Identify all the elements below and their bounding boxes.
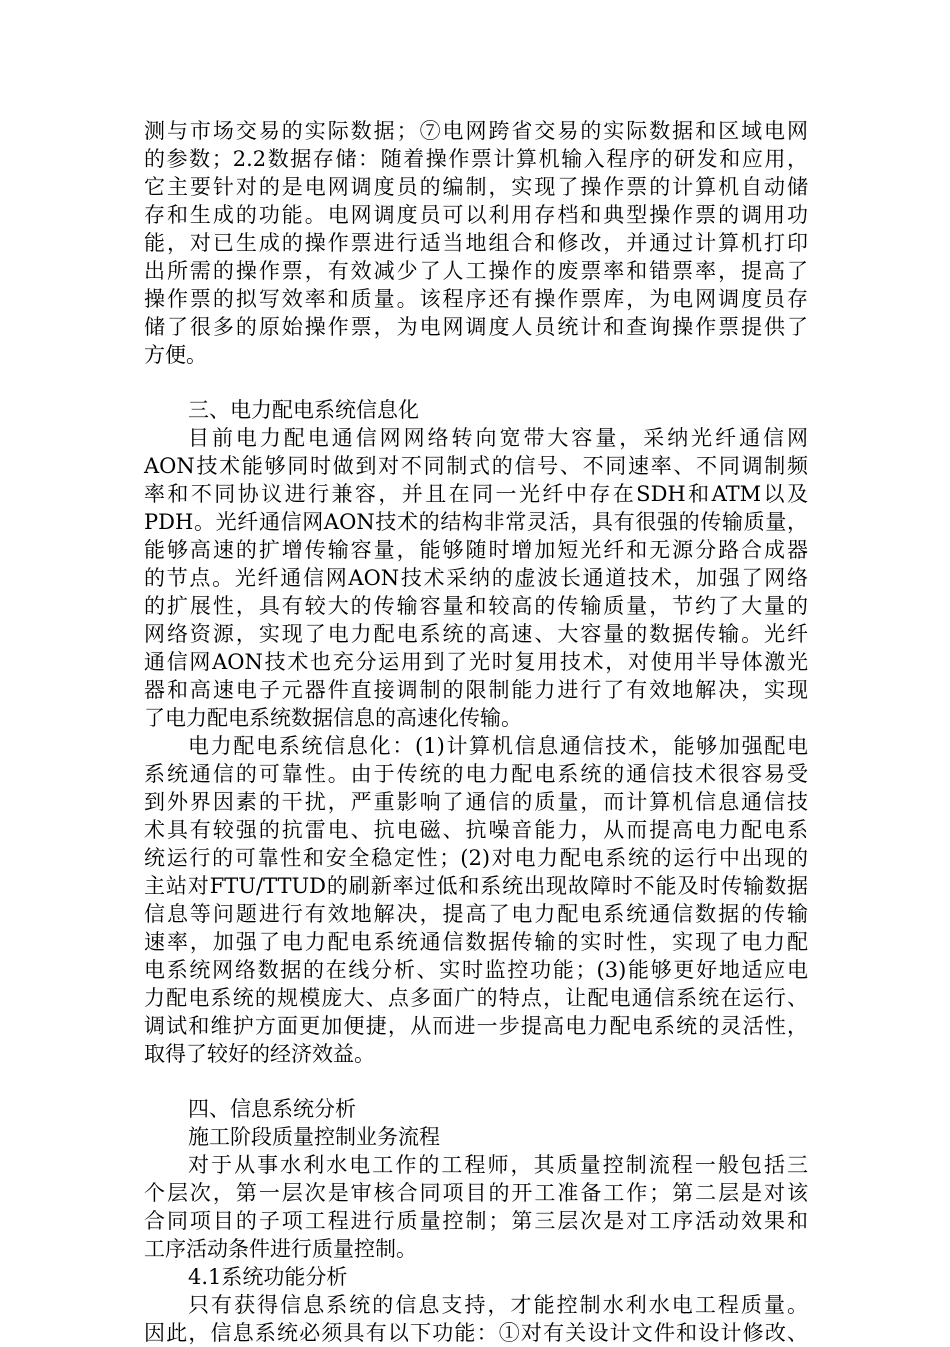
text-line: 它主要针对的是电网调度员的编制，实现了操作票的计算机自动储: [144, 175, 808, 199]
text-line: 取得了较好的经济效益。: [144, 1042, 375, 1066]
text-line: 方便。: [144, 343, 207, 367]
paragraph-gap: [144, 369, 808, 396]
subsection-heading: 4.1系统功能分析: [188, 1265, 348, 1289]
text-line: PDH。光纤通信网AON技术的结构非常灵活，具有很强的传输质量，: [144, 510, 808, 534]
text-line: 只有获得信息系统的信息支持，才能控制水利水电工程质量。: [188, 1293, 808, 1317]
text-line: 速率，加强了电力配电系统通信数据传输的实时性，实现了电力配: [144, 930, 808, 954]
text-line: 存和生成的功能。电网调度员可以利用存档和典型操作票的调用功: [144, 203, 808, 227]
paragraph: [144, 1291, 808, 1347]
text-line: 器和高速电子元器件直接调制的限制能力进行了有效地解决，实现: [144, 678, 808, 702]
text-line: 个层次，第一层次是审核合同项目的开工准备工作；第二层是对该: [144, 1181, 808, 1205]
text-line: 合同项目的子项工程进行质量控制；第三层次是对工序活动效果和: [144, 1209, 808, 1233]
text-line: 到外界因素的干扰，严重影响了通信的质量，而计算机信息通信技: [144, 790, 808, 814]
text-line: 工序活动条件进行质量控制。: [144, 1237, 417, 1261]
text-line: 调试和维护方面更加便捷，从而进一步提高电力配电系统的灵活性，: [144, 1014, 808, 1038]
paragraph: [144, 424, 808, 732]
subsection-heading: 施工阶段质量控制业务流程: [188, 1125, 440, 1149]
document-page: [144, 117, 808, 1347]
text-line: 测与市场交易的实际数据；⑦电网跨省交易的实际数据和区域电网: [144, 119, 808, 143]
text-line: 目前电力配电通信网网络转向宽带大容量，采纳光纤通信网: [188, 426, 808, 450]
section-heading: 三、电力配电系统信息化: [188, 398, 419, 422]
text-line: 出所需的操作票，有效减少了人工操作的废票率和错票率，提高了: [144, 259, 808, 283]
text-line: 的参数；2.2数据存储：随着操作票计算机输入程序的研发和应用，: [144, 147, 808, 171]
text-line: 力配电系统的规模庞大、点多面广的特点，让配电通信系统在运行、: [144, 986, 808, 1010]
text-line: 能够高速的扩增传输容量，能够随时增加短光纤和无源分路合成器: [144, 538, 808, 562]
section-heading: 四、信息系统分析: [188, 1097, 356, 1121]
text-line: 术具有较强的抗雷电、抗电磁、抗噪音能力，从而提高电力配电系: [144, 818, 808, 842]
text-line: 了电力配电系统数据信息的高速化传输。: [144, 706, 522, 730]
text-line: 率和不同协议进行兼容，并且在同一光纤中存在SDH和ATM以及: [144, 482, 808, 506]
text-line: 电系统网络数据的在线分析、实时监控功能；(3)能够更好地适应电: [144, 958, 808, 982]
text-line: 信息等问题进行有效地解决，提高了电力配电系统通信数据的传输: [144, 902, 808, 926]
text-line: 储了很多的原始操作票，为电网调度人员统计和查询操作票提供了: [144, 315, 808, 339]
text-line: 因此，信息系统必须具有以下功能：①对有关设计文件和设计修改、: [144, 1321, 808, 1345]
text-line: 统运行的可靠性和安全稳定性；(2)对电力配电系统的运行中出现的: [144, 846, 808, 870]
text-line: 主站对FTU/TTUD的刷新率过低和系统出现故障时不能及时传输数据: [144, 874, 808, 898]
text-line: 通信网AON技术也充分运用到了光时复用技术，对使用半导体激光: [144, 650, 808, 674]
text-line: 电力配电系统信息化：(1)计算机信息通信技术，能够加强配电: [188, 734, 808, 758]
text-line: 对于从事水利水电工作的工程师，其质量控制流程一般包括三: [188, 1153, 808, 1177]
text-line: 的扩展性，具有较大的传输容量和较高的传输质量，节约了大量的: [144, 594, 808, 618]
text-line: 能，对已生成的操作票进行适当地组合和修改，并通过计算机打印: [144, 231, 808, 255]
text-line: 系统通信的可靠性。由于传统的电力配电系统的通信技术很容易受: [144, 762, 808, 786]
text-line: 的节点。光纤通信网AON技术采纳的虚波长通道技术，加强了网络: [144, 566, 808, 590]
paragraph-gap: [144, 1068, 808, 1095]
text-line: AON技术能够同时做到对不同制式的信号、不同速率、不同调制频: [144, 454, 808, 478]
text-line: 操作票的拟写效率和质量。该程序还有操作票库，为电网调度员存: [144, 287, 808, 311]
text-line: 网络资源，实现了电力配电系统的高速、大容量的数据传输。光纤: [144, 622, 808, 646]
paragraph: [144, 1151, 808, 1263]
paragraph: [144, 117, 808, 369]
paragraph: [144, 732, 808, 1068]
